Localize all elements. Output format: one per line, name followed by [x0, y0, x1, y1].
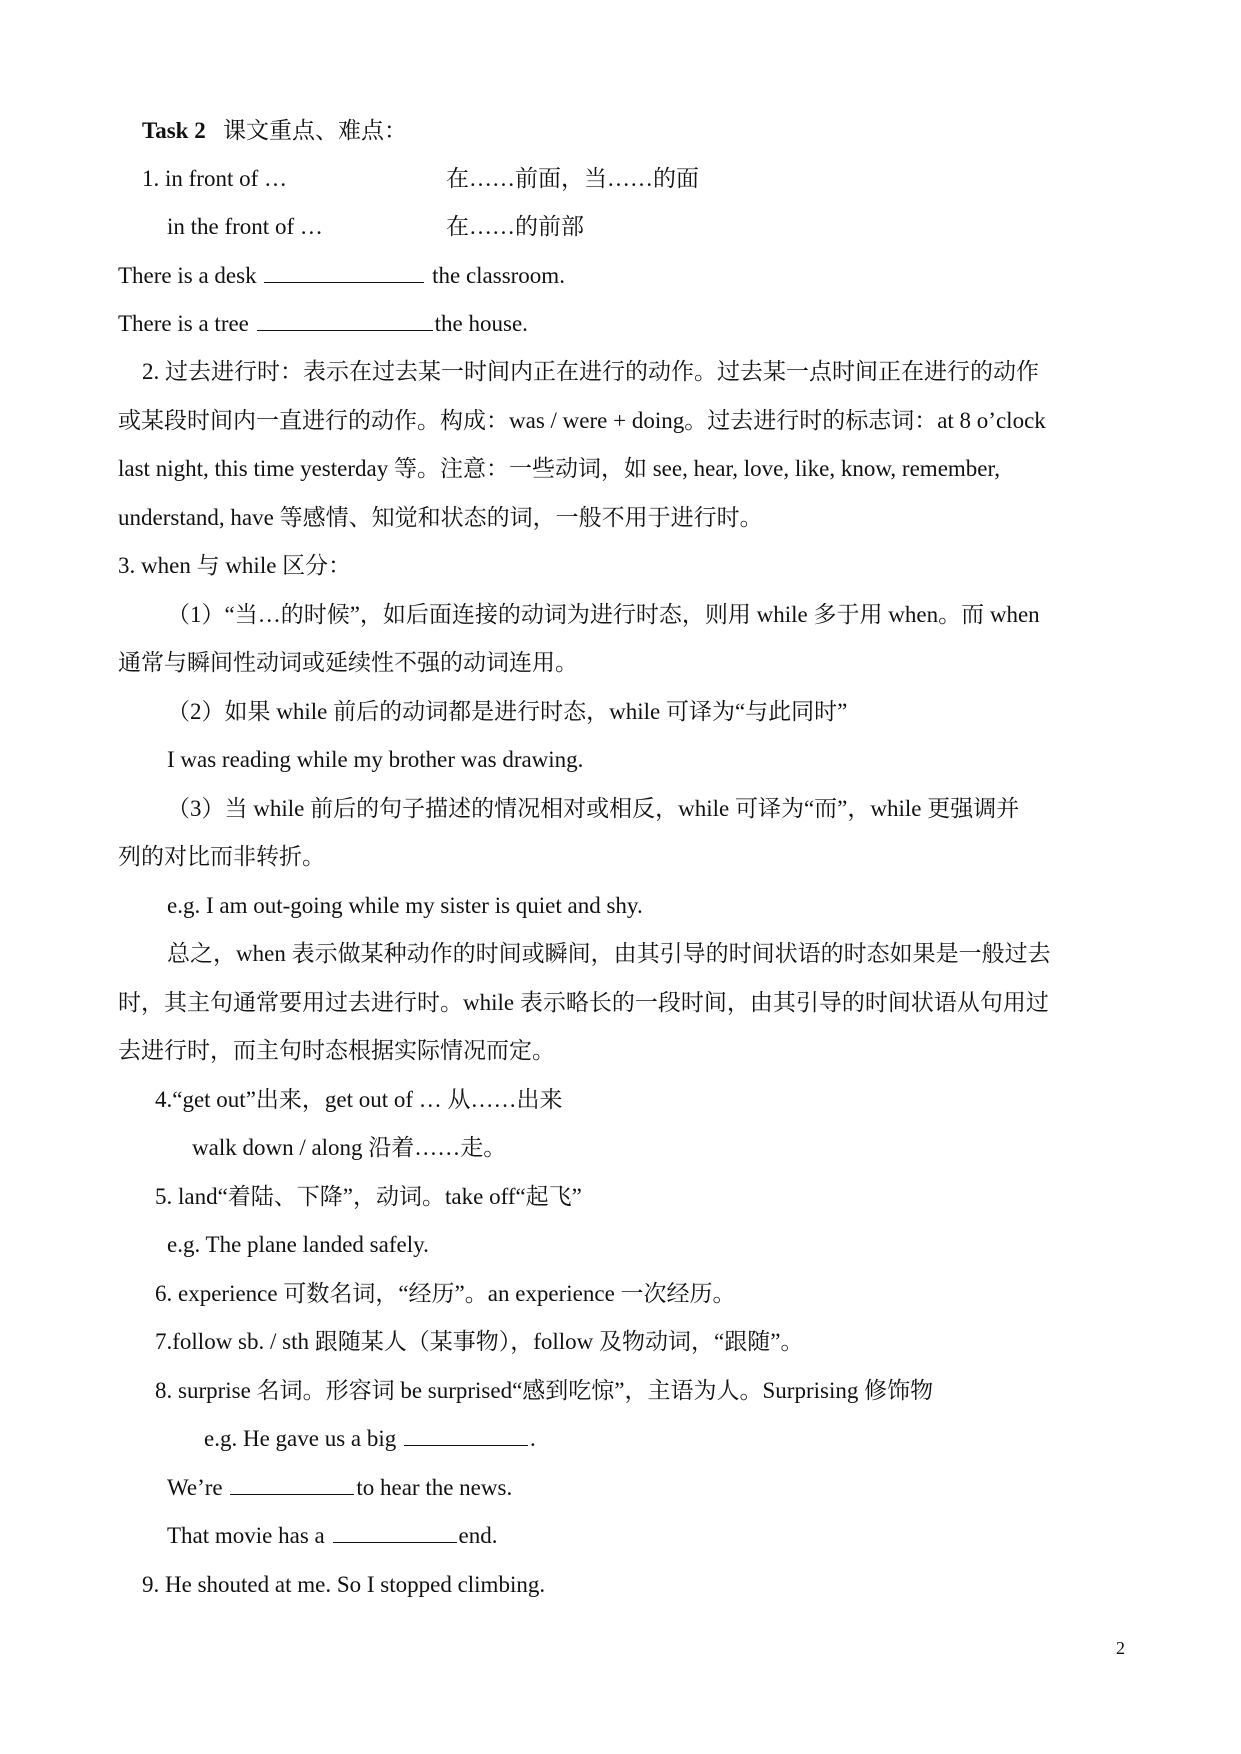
item3-summary-line-1: 总之，when 表示做某种动作的时间或瞬间，由其引导的时间状语的时态如果是一般过去 — [167, 941, 1051, 966]
item9-line: 9. He shouted at me. So I stopped climbing. — [142, 1572, 546, 1597]
item1-a-english: 1. in front of … — [142, 166, 288, 191]
item3-point2-example: I was reading while my brother was drawing. — [167, 747, 584, 772]
example-text: the house. — [434, 311, 528, 336]
item8-example-3 — [167, 1521, 497, 1551]
item2-line-3: last night, this time yesterday 等。注意：一些动词，如 see, hear, love, like, know, remember, — [118, 456, 1000, 481]
fill-blank[interactable] — [264, 262, 424, 283]
item3-point1-line-1: （1）“当…的时候”，如后面连接的动词为进行时态，则用 while 多于用 when。而 when — [167, 602, 1040, 627]
task-title: Task 2 — [142, 118, 206, 143]
item7-line: 7.follow sb. / sth 跟随某人（某事物），follow 及物动词，“跟随”。 — [155, 1329, 804, 1354]
item2-line-4: understand, have 等感情、知觉和状态的词，一般不用于进行时。 — [118, 505, 763, 530]
item4-line-1: 4.“get out”出来，get out of … 从……出来 — [155, 1087, 563, 1112]
item1-line-a — [142, 164, 1042, 194]
item3-summary-line-2: 时，其主句通常要用过去进行时。while 表示略长的一段时间，由其引导的时间状语从句用过 — [118, 990, 1049, 1015]
item8-example-1 — [204, 1424, 536, 1454]
item4-line-2: walk down / along 沿着……走。 — [192, 1135, 507, 1160]
item2-line-2: 或某段时间内一直进行的动作。构成：was / were + doing。过去进行时的标志词：at 8 o’clock — [118, 408, 1046, 433]
task-subtitle: 课文重点、难点： — [222, 118, 407, 143]
item3-summary-line-3: 去进行时，而主句时态根据实际情况而定。 — [118, 1038, 555, 1063]
example-text: e.g. He gave us a big — [204, 1426, 397, 1451]
fill-blank[interactable] — [333, 1522, 457, 1543]
example-text: There is a tree — [118, 311, 249, 336]
item1-a-chinese: 在……前面，当……的面 — [446, 166, 699, 191]
item1-example-1 — [118, 261, 565, 291]
page-number: 2 — [1116, 1638, 1125, 1658]
item8-example-2 — [167, 1473, 512, 1503]
example-text: to hear the news. — [356, 1475, 513, 1500]
item3-point3-line-1: （3）当 while 前后的句子描述的情况相对或相反，while 可译为“而”，while 更强调并 — [167, 796, 1020, 821]
item5-line-1: 5. land“着陆、下降”，动词。take off“起飞” — [155, 1184, 582, 1209]
item3-title: 3. when 与 while 区分： — [118, 553, 352, 578]
item3-point2-line-1: （2）如果 while 前后的动词都是进行时态，while 可译为“与此同时” — [167, 699, 848, 724]
item2-line-1: 2. 过去进行时：表示在过去某一时间内正在进行的动作。过去某一点时间正在进行的动作 — [142, 359, 1039, 384]
item1-b-chinese: 在……的前部 — [446, 214, 584, 239]
item8-line-1: 8. surprise 名词。形容词 be surprised“感到吃惊”，主语为人。Surprising 修饰物 — [155, 1378, 934, 1403]
example-text: . — [530, 1426, 536, 1451]
fill-blank[interactable] — [230, 1474, 354, 1495]
item1-b-english: in the front of … — [167, 214, 323, 239]
item1-example-2 — [118, 309, 528, 339]
fill-blank[interactable] — [257, 310, 433, 331]
task-heading — [142, 116, 407, 146]
example-text: We’re — [167, 1475, 223, 1500]
example-text: the classroom. — [432, 263, 565, 288]
example-text: That movie has a — [167, 1523, 325, 1548]
item6-line: 6. experience 可数名词，“经历”。an experience 一次经历。 — [155, 1281, 736, 1306]
item3-point3-line-2: 列的对比而非转折。 — [118, 844, 325, 869]
fill-blank[interactable] — [404, 1425, 528, 1446]
item1-line-b — [167, 212, 1067, 242]
example-text: There is a desk — [118, 263, 257, 288]
item5-example: e.g. The plane landed safely. — [167, 1232, 429, 1257]
example-text: end. — [458, 1523, 498, 1548]
item3-point3-example: e.g. I am out-going while my sister is quiet and shy. — [167, 893, 643, 918]
item3-point1-line-2: 通常与瞬间性动词或延续性不强的动词连用。 — [118, 650, 578, 675]
